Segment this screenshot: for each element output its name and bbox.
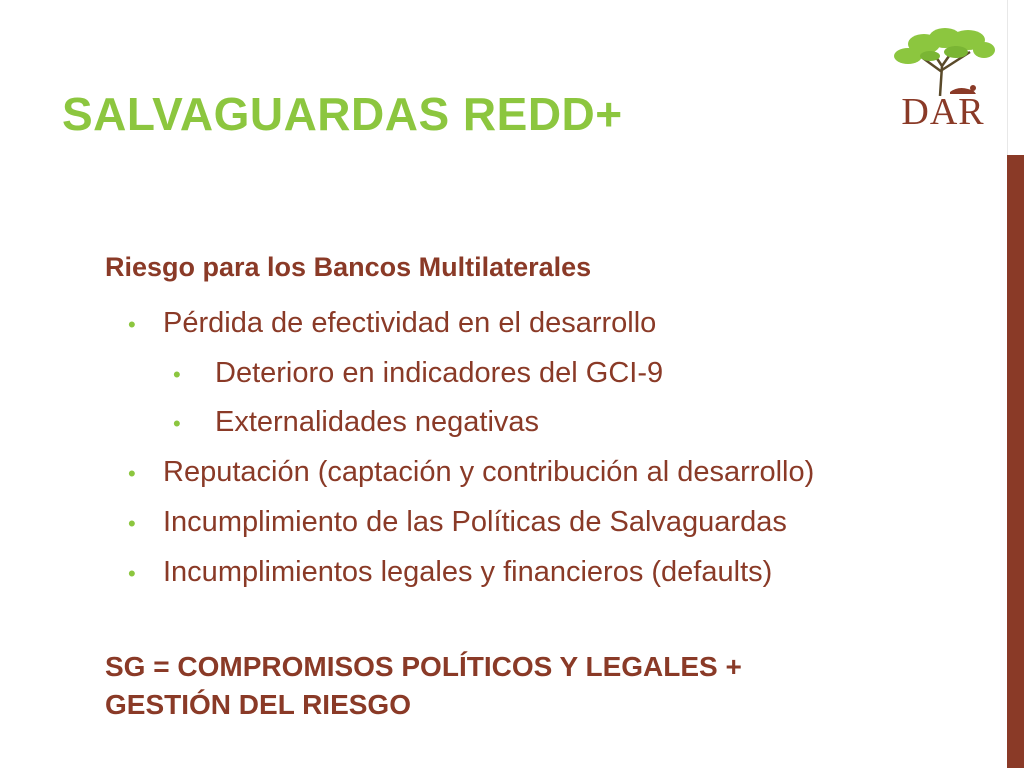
conclusion-line-1: SG = COMPROMISOS POLÍTICOS Y LEGALES + xyxy=(105,651,742,682)
slide-subtitle: Riesgo para los Bancos Multilaterales xyxy=(105,252,592,282)
conclusion-line-2: GESTIÓN DEL RIESGO xyxy=(105,689,411,720)
bullet-text: Deterioro en indicadores del GCI-9 xyxy=(215,357,664,389)
side-bar-top xyxy=(1007,0,1024,155)
bullet-dot-icon: • xyxy=(173,362,181,387)
bullet-item xyxy=(173,404,540,440)
logo-text: DAR xyxy=(901,91,985,133)
bullet-text: Incumplimientos legales y financieros (defaults) xyxy=(163,556,773,588)
bullet-item xyxy=(128,504,787,540)
tree-logo-icon xyxy=(890,26,996,96)
bullet-dot-icon: • xyxy=(128,461,136,486)
bullet-text: Incumplimiento de las Políticas de Salvaguardas xyxy=(163,506,787,538)
bullet-item xyxy=(128,454,815,490)
bullet-dot-icon: • xyxy=(128,312,136,337)
bullet-dot-icon: • xyxy=(128,511,136,536)
bullet-text: Reputación (captación y contribución al desarrollo) xyxy=(163,456,815,488)
slide-title: SALVAGUARDAS REDD+ xyxy=(62,88,623,140)
bullet-item xyxy=(173,355,664,391)
bullet-dot-icon: • xyxy=(173,411,181,436)
bullet-text: Pérdida de efectividad en el desarrollo xyxy=(163,307,657,339)
bullet-text: Externalidades negativas xyxy=(215,406,540,438)
dar-logo xyxy=(890,26,996,138)
conclusion-text xyxy=(105,648,742,724)
bullet-item xyxy=(128,554,773,590)
bullet-item xyxy=(128,305,657,341)
bullet-dot-icon: • xyxy=(128,561,136,586)
side-accent-bar xyxy=(1007,155,1024,768)
